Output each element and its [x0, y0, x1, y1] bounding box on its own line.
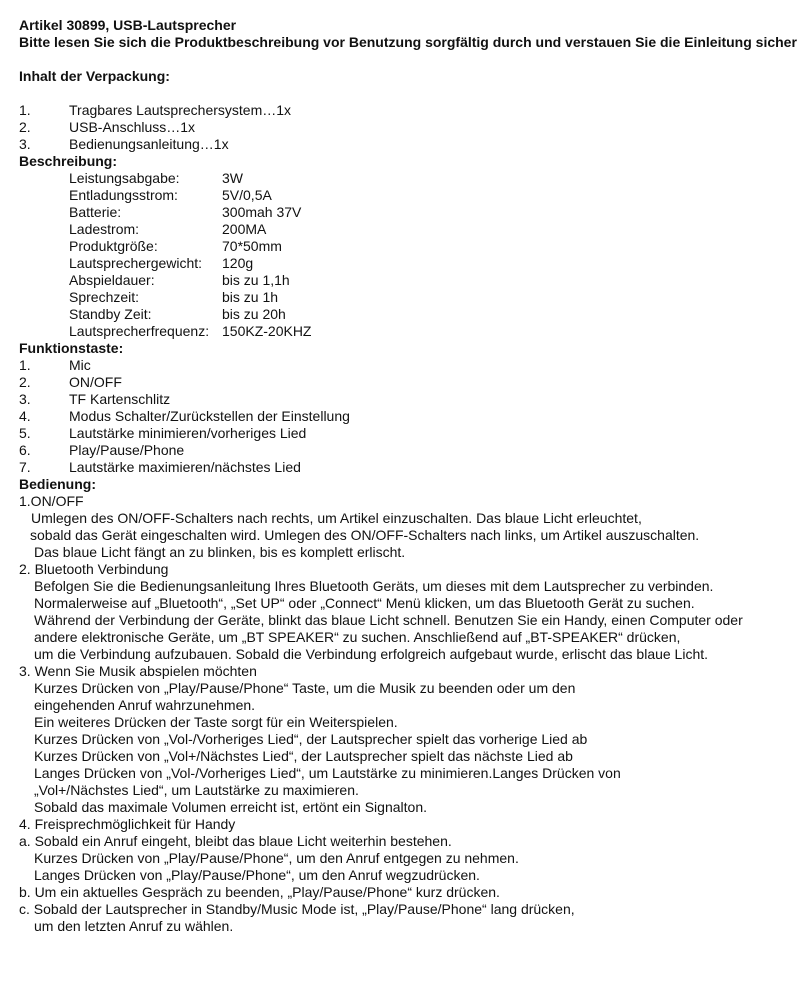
spec-value: 300mah 37V — [222, 204, 302, 220]
list-item: USB-Anschluss…1x — [69, 119, 196, 135]
list-item-number: 3. — [19, 136, 31, 152]
paragraph-line: 2. Bluetooth Verbindung — [19, 561, 169, 577]
paragraph-line: sobald das Gerät eingeschalten wird. Umlegen des ON/OFF-Schalters nach links, um Artikel auszuschalten. — [30, 527, 700, 543]
paragraph-line: Langes Drücken von „Play/Pause/Phone“, um den Anruf wegzudrücken. — [34, 867, 480, 883]
spec-label: Entladungsstrom: — [69, 187, 178, 203]
list-item-number: 1. — [19, 357, 31, 373]
paragraph-line: Befolgen Sie die Bedienungsanleitung Ihres Bluetooth Geräts, um dieses mit dem Lautsprecher zu verbinden. — [34, 578, 714, 594]
paragraph-line: Kurzes Drücken von „Play/Pause/Phone“ Taste, um die Musik zu beenden oder um den — [34, 680, 576, 696]
list-item-number: 6. — [19, 442, 31, 458]
paragraph-line: andere elektronische Geräte, um „BT SPEAKER“ zu suchen. Anschließend auf „BT-SPEAKER“ drücken, — [34, 629, 681, 645]
spec-value: 3W — [222, 170, 243, 186]
list-item: Mic — [69, 357, 91, 373]
list-item-number: 2. — [19, 374, 31, 390]
functions-heading: Funktionstaste: — [19, 340, 124, 356]
spec-label: Batterie: — [69, 204, 122, 220]
paragraph-line: Ein weiteres Drücken der Taste sorgt für ein Weiterspielen. — [34, 714, 398, 730]
spec-label: Leistungsabgabe: — [69, 170, 180, 186]
list-item: Bedienungsanleitung…1x — [69, 136, 229, 152]
paragraph-line: Kurzes Drücken von „Play/Pause/Phone“, um den Anruf entgegen zu nehmen. — [34, 850, 519, 866]
spec-label: Sprechzeit: — [69, 289, 140, 305]
list-item: ON/OFF — [69, 374, 122, 390]
spec-label: Produktgröße: — [69, 238, 158, 254]
spec-label: Lautsprechergewicht: — [69, 255, 203, 271]
spec-value: 200MA — [222, 221, 267, 237]
spec-value: 120g — [222, 255, 254, 271]
specs-heading: Beschreibung: — [19, 153, 118, 169]
spec-value: 5V/0,5A — [222, 187, 272, 203]
list-item-number: 5. — [19, 425, 31, 441]
paragraph-line: 4. Freisprechmöglichkeit für Handy — [19, 816, 236, 832]
list-item: Modus Schalter/Zurückstellen der Einstellung — [69, 408, 350, 424]
paragraph-line: Kurzes Drücken von „Vol-/Vorheriges Lied“, der Lautsprecher spielt das vorherige Lied ab — [34, 731, 588, 747]
paragraph-line: c. Sobald der Lautsprecher in Standby/Music Mode ist, „Play/Pause/Phone“ lang drücken, — [19, 901, 575, 917]
paragraph-line: Langes Drücken von „Vol-/Vorheriges Lied“, um Lautstärke zu minimieren.Langes Drücken von — [34, 765, 621, 781]
spec-label: Standby Zeit: — [69, 306, 152, 322]
paragraph-line: a. Sobald ein Anruf eingeht, bleibt das blaue Licht weiterhin bestehen. — [19, 833, 452, 849]
spec-value: bis zu 1h — [222, 289, 279, 305]
list-item-number: 2. — [19, 119, 31, 135]
paragraph-line: Während der Verbindung der Geräte, blinkt das blaue Licht schnell. Benutzen Sie ein Handy, einen Computer oder — [34, 612, 743, 628]
paragraph-line: eingehenden Anruf wahrzunehmen. — [34, 697, 256, 713]
spec-value: 150KZ-20KHZ — [222, 323, 312, 339]
list-item-number: 7. — [19, 459, 31, 475]
document-subtitle: Bitte lesen Sie sich die Produktbeschreibung vor Benutzung sorgfältig durch und verstauen Sie die Einleitung sicher — [19, 34, 797, 50]
operation-heading: Bedienung: — [19, 476, 96, 492]
paragraph-line: Sobald das maximale Volumen erreicht ist, ertönt ein Signalton. — [34, 799, 427, 815]
list-item-number: 4. — [19, 408, 31, 424]
paragraph-line: 3. Wenn Sie Musik abspielen möchten — [19, 663, 257, 679]
spec-value: bis zu 20h — [222, 306, 286, 322]
paragraph-line: 1.ON/OFF — [19, 493, 84, 509]
paragraph-line: um den letzten Anruf zu wählen. — [34, 918, 234, 934]
document-title: Artikel 30899, USB-Lautsprecher — [19, 17, 237, 33]
list-item: Lautstärke maximieren/nächstes Lied — [69, 459, 301, 475]
contents-heading: Inhalt der Verpackung: — [19, 68, 170, 84]
paragraph-line: b. Um ein aktuelles Gespräch zu beenden, „Play/Pause/Phone“ kurz drücken. — [19, 884, 500, 900]
spec-label: Abspieldauer: — [69, 272, 155, 288]
paragraph-line: Normalerweise auf „Bluetooth“, „Set UP“ oder „Connect“ Menü klicken, um das Bluetooth Gerät zu suchen. — [34, 595, 695, 611]
spec-value: 70*50mm — [222, 238, 282, 254]
paragraph-line: Das blaue Licht fängt an zu blinken, bis es komplett erlischt. — [34, 544, 406, 560]
paragraph-line: „Vol+/Nächstes Lied“, um Lautstärke zu maximieren. — [34, 782, 359, 798]
list-item: TF Kartenschlitz — [69, 391, 171, 407]
list-item: Play/Pause/Phone — [69, 442, 185, 458]
paragraph-line: um die Verbindung aufzubauen. Sobald die Verbindung erfolgreich aufgebaut wurde, erlischt das blaue Licht. — [34, 646, 709, 662]
paragraph-line: Umlegen des ON/OFF-Schalters nach rechts, um Artikel einzuschalten. Das blaue Licht erleuchtet, — [31, 510, 642, 526]
spec-value: bis zu 1,1h — [222, 272, 290, 288]
spec-label: Lautsprecherfrequenz: — [69, 323, 210, 339]
list-item: Tragbares Lautsprechersystem…1x — [69, 102, 292, 118]
list-item-number: 3. — [19, 391, 31, 407]
list-item-number: 1. — [19, 102, 31, 118]
spec-label: Ladestrom: — [69, 221, 140, 237]
list-item: Lautstärke minimieren/vorheriges Lied — [69, 425, 307, 441]
paragraph-line: Kurzes Drücken von „Vol+/Nächstes Lied“, der Lautsprecher spielt das nächste Lied ab — [34, 748, 573, 764]
